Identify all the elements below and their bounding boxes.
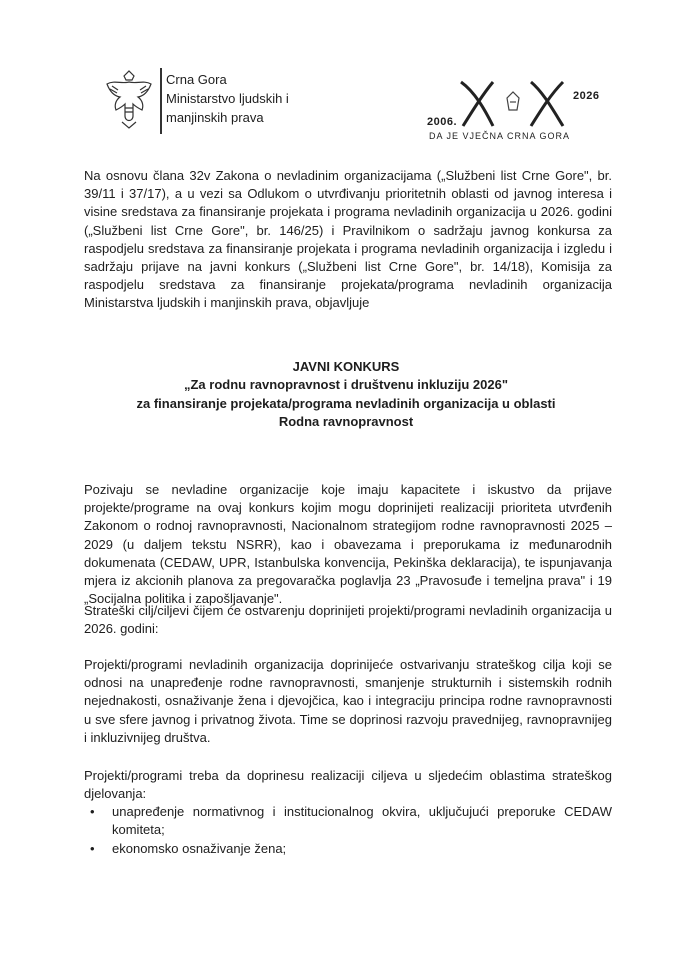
invitation-paragraph: Pozivaju se nevladine organizacije koje imaju kapacitete i iskustvo da prijave projekte/programe na ovaj konkurs kojim mogu doprinijeti realizaciji prioriteta utvrđenih Zakonom o rodnoj ravnopravnosti, Nacionalnom strategijom rodne ravnopravnosti 2025 – 2029 (u daljem tekstu NSRR), kao i obavezama i preporukama iz međunarodnih dokumenata (CEDAW, UPR, Istanbulska konvencija, Pekinška deklaracija), te ispunjavanja mjera iz akcionih planova za pregovaračka poglavlja 23 „Pravosuđe i temeljna prava" i 19 „Socijalna politika i zapošljavanje". bbox=[84, 482, 612, 607]
title-line-4: Rodna ravnopravnost bbox=[278, 414, 414, 430]
list-item bbox=[84, 803, 612, 839]
ministry-line-name-1: Ministarstvo ljudskih i bbox=[166, 91, 289, 106]
list-item bbox=[84, 840, 612, 858]
contribution-paragraph: Projekti/programi nevladinih organizacija doprinijeće ostvarivanju strateškog cilja koji se odnosi na unapređenje rodne ravnopravnosti, smanjenje strukturnih i sistemskih rodnih nejednakosti, osnaživanje žena i djevojčica, kao i integraciju principa rodne ravnopravnosti u sve sfere javnog i privatnog života. Time se doprinosi razvoju pravednijeg, ravnopravnijeg i inkluzivnijeg društva. bbox=[84, 657, 612, 745]
ministry-divider bbox=[160, 68, 162, 134]
ministry-line-name-2: manjinskih prava bbox=[166, 110, 264, 125]
ministry-line-country: Crna Gora bbox=[166, 72, 227, 87]
announcement-title bbox=[96, 358, 596, 432]
coat-of-arms-emblem bbox=[104, 70, 154, 130]
title-line-2: „Za rodnu ravnopravnost i društvenu inkluziju 2026" bbox=[183, 377, 508, 393]
anniversary-year-start: 2006. bbox=[427, 116, 458, 128]
anniversary-tagline: DA JE VJEČNA CRNA GORA bbox=[429, 131, 571, 141]
strategic-areas-list bbox=[84, 803, 612, 860]
title-line-3: za finansiranje projekata/programa nevladinih organizacija u oblasti bbox=[136, 395, 556, 411]
anniversary-year-end: 2026 bbox=[573, 90, 600, 102]
bullet-icon: • bbox=[90, 804, 95, 819]
list-item-text: unapređenje normativnog i institucionalnog okvira, uključujući preporuke CEDAW komiteta; bbox=[112, 804, 612, 838]
list-item-text: ekonomsko osnaživanje žena; bbox=[112, 841, 287, 857]
bullet-icon: • bbox=[90, 841, 95, 857]
ministry-name bbox=[166, 70, 289, 127]
strategic-goal-paragraph: Strateški cilj/ciljevi čijem će ostvarenju doprinijeti projekti/programi nevladinih organizacija u 2026. godini: bbox=[84, 603, 612, 637]
anniversary-logo bbox=[423, 76, 613, 150]
areas-intro-paragraph: Projekti/programi treba da doprinesu realizaciji ciljeva u sljedećim oblastima strateškog djelovanja: bbox=[84, 768, 612, 802]
title-line-1: JAVNI KONKURS bbox=[292, 359, 400, 374]
anniversary-xx-emblem bbox=[453, 76, 573, 132]
intro-paragraph: Na osnovu člana 32v Zakona o nevladinim organizacijama („Službeni list Crne Gore", br. 39/11 i 37/17), a u vezi sa Odlukom o utvrđivanju prioritetnih oblasti od javnog interesa i visine sredstava za finansiranje projekata i programa nevladinih organizacija u 2026. godini („Službeni list Crne Gore", br. 146/25) i Pravilnikom o sadržaju javnog konkursa za raspodjelu sredstava za finansiranje projekata i programa nevladinih organizacija i izgledu i sadržaju prijave na javni konkurs („Službeni list Crne Gore", br. 14/18), Komisija za raspodjelu sredstava za finansiranje projekata/programa nevladinih organizacija Ministarstva ljudskih i manjinskih prava, objavljuje bbox=[84, 168, 612, 311]
